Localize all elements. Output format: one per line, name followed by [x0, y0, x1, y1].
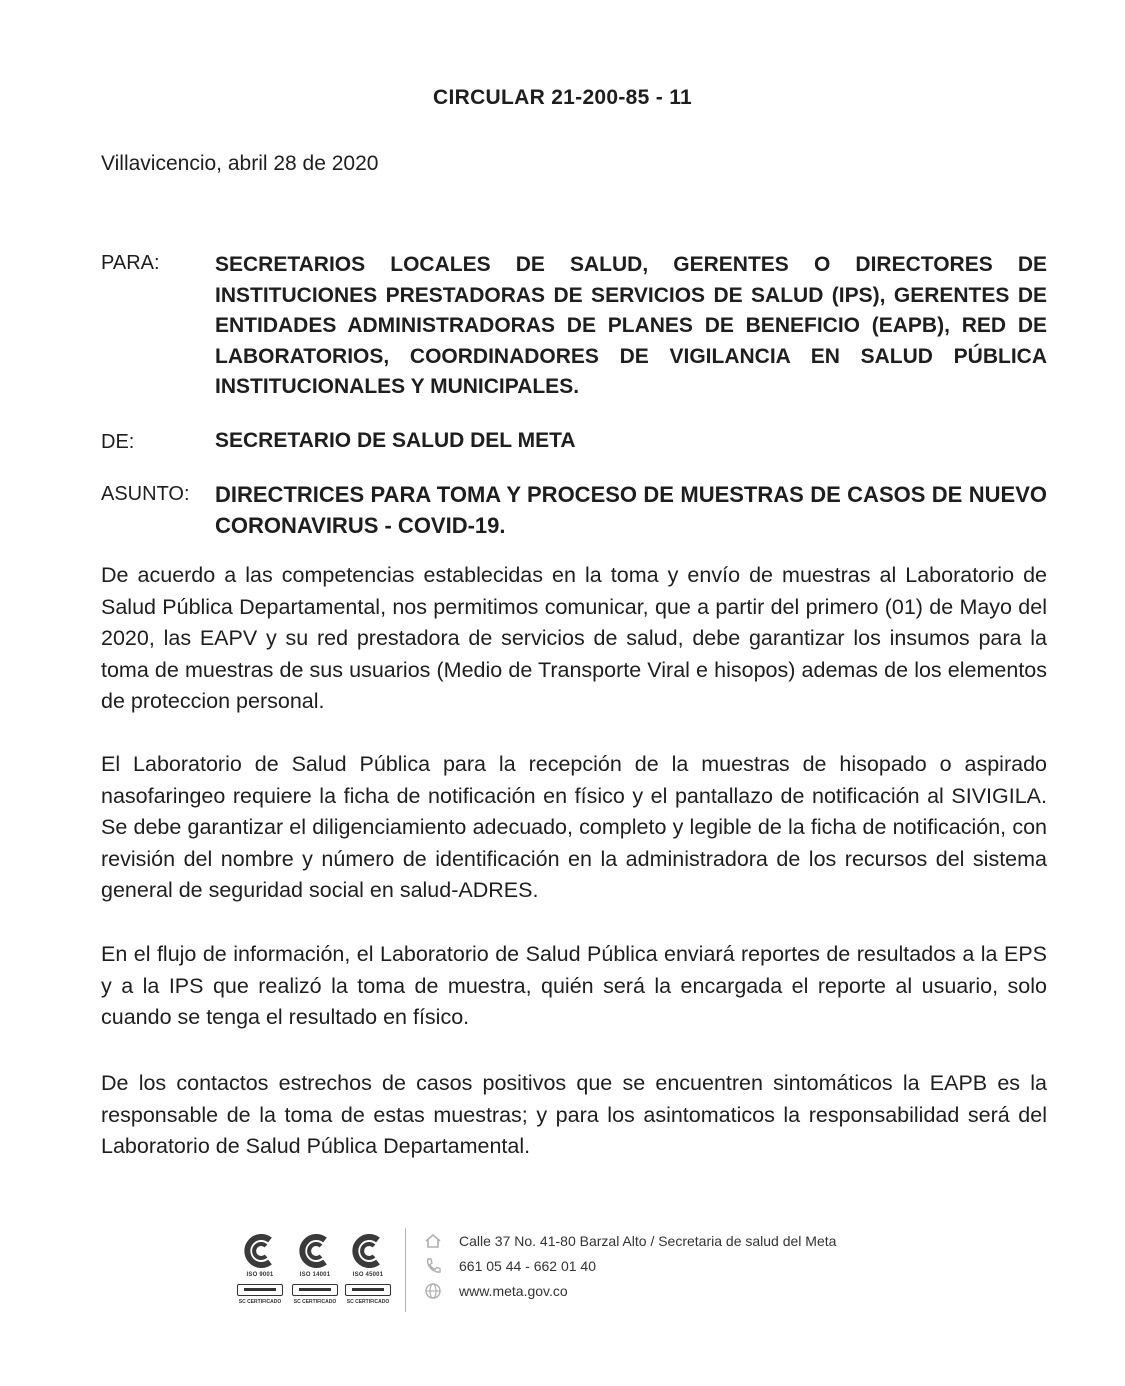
de-sender: SECRETARIO DE SALUD DEL META [215, 429, 576, 452]
body-paragraph-3: En el flujo de información, el Laboratorio de Salud Pública enviará reportes de resultados a la EPS y a la IPS que realizó la toma de muestra, quién será la encargada el reporte al usuario, solo cuando se tenga el resultado en físico. [101, 942, 1047, 1029]
asunto-label: ASUNTO: [101, 483, 190, 505]
phone-icon [424, 1257, 442, 1275]
seal-badge [237, 1284, 283, 1296]
body-paragraph-1: De acuerdo a las competencias establecidas en la toma y envío de muestras al Laboratorio de Salud Pública Departamental, nos permitimos comunicar, que a partir del primero (01) de Mayo del 2020, las EAPV y su red prestadora de servicios de salud, debe garantizar los insumos para la toma de muestras de sus usuarios (Medio de Transporte Viral e hisopos) ademas de los elementos de proteccion personal. [101, 563, 1047, 713]
para-label: PARA: [101, 252, 160, 274]
iso-label: ISO 14001 [299, 1272, 331, 1278]
iso-label: ISO 45001 [352, 1272, 384, 1278]
seal-badge [292, 1284, 338, 1296]
asunto-subject: DIRECTRICES PARA TOMA Y PROCESO DE MUESTRAS DE CASOS DE NUEVO CORONAVIRUS - COVID-19. [215, 482, 1047, 538]
cert-label: SC CERTIFICADO [346, 1299, 390, 1305]
footer [236, 1228, 896, 1312]
body-paragraph-4: De los contactos estrechos de casos positivos que se encuentren sintomáticos la EAPB es la responsable de la toma de estas muestras; y para los asintomaticos la responsabilidad será del Laboratorio de Salud Pública Departamental. [101, 1071, 1047, 1158]
iso-label: ISO 9001 [246, 1272, 274, 1278]
footer-divider [405, 1228, 406, 1312]
body-paragraph-2: El Laboratorio de Salud Pública para la recepción de la muestras de hisopado o aspirado nasofaringeo requiere la ficha de notificación en físico y el pantallazo de notificación al SIVIGILA. Se debe garantizar el diligenciamiento adecuado, completo y legible de la ficha de notificación, con revisión del nombre y número de identificación en la administradora de los recursos del sistema general de seguridad social en salud-ADRES. [101, 752, 1047, 902]
iso-seal [236, 1228, 284, 1312]
phone-text: 661 05 44 - 662 01 40 [459, 1258, 597, 1274]
iso-seal [291, 1228, 339, 1312]
cert-label: SC CERTIFICADO [293, 1299, 337, 1305]
certification-logo-icon [295, 1234, 335, 1268]
iso-seal [344, 1228, 392, 1312]
de-label: DE: [101, 431, 135, 453]
certification-logo-icon [240, 1234, 280, 1268]
certification-logo-icon [348, 1234, 388, 1268]
address-text: Calle 37 No. 41-80 Barzal Alto / Secretaria de salud del Meta [459, 1233, 837, 1249]
website-row [424, 1282, 894, 1304]
certification-seals [236, 1228, 396, 1312]
globe-icon [424, 1282, 442, 1300]
website-link: www.meta.gov.co [459, 1283, 568, 1299]
seal-badge [345, 1284, 391, 1296]
home-icon [424, 1232, 442, 1250]
para-recipients: SECRETARIOS LOCALES DE SALUD, GERENTES O DIRECTORES DE INSTITUCIONES PRESTADORAS DE SERVICIOS DE SALUD (IPS), GERENTES DE ENTIDADES ADMINISTRADORAS DE PLANES DE BENEFICIO (EAPB), RED DE LABORATORIOS, COORDINADORES DE VIGILANCIA EN SALUD PÚBLICA INSTITUCIONALES Y MUNICIPALES. [215, 253, 1047, 398]
cert-label: SC CERTIFICADO [238, 1299, 282, 1305]
address-row [424, 1232, 894, 1254]
circular-number: CIRCULAR 21-200-85 - 11 [433, 86, 692, 109]
phone-row [424, 1257, 894, 1279]
date-line: Villavicencio, abril 28 de 2020 [101, 152, 379, 175]
